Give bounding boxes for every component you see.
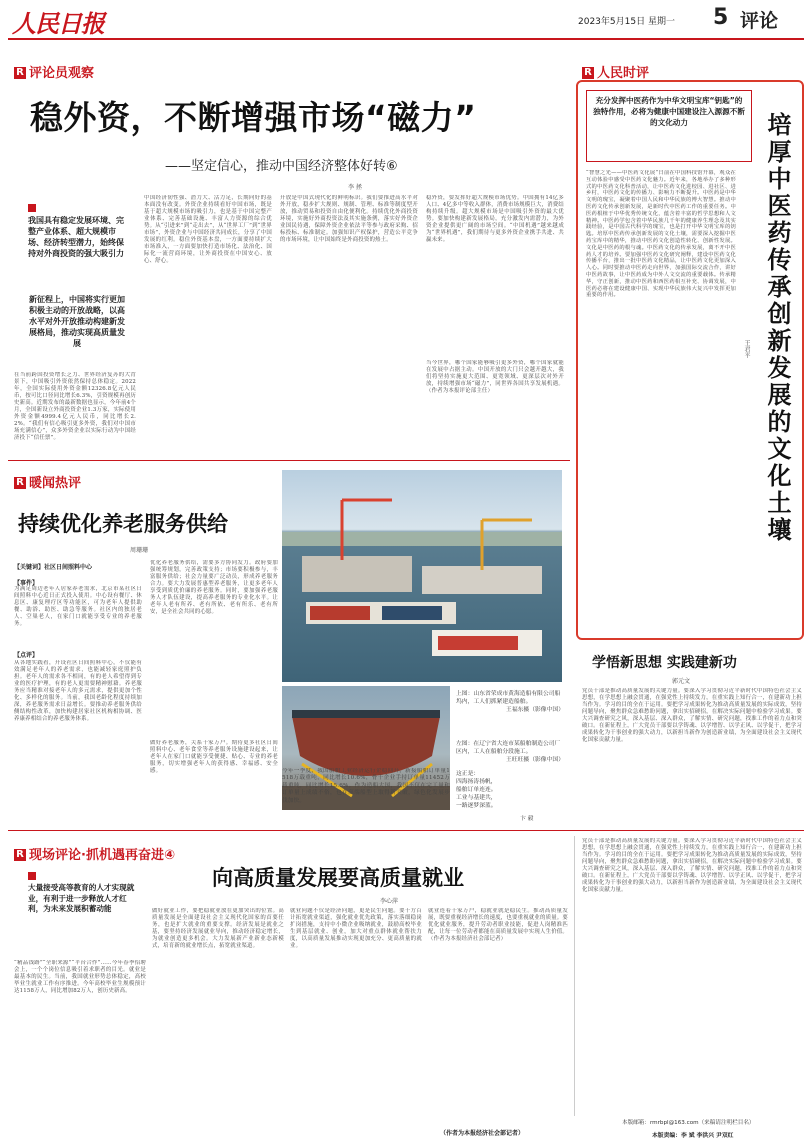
masthead-logo: 人民日报 [12, 9, 104, 38]
column-title: 人民时评 [597, 66, 650, 81]
column-tag-icon: R [14, 67, 26, 79]
employment-byline: 李心萍 [380, 898, 399, 905]
comment-tag: 【点评】 [14, 652, 39, 659]
employment-title: 向高质量发展要高质量就业 [212, 866, 464, 890]
right-bottom-body: 党员干部是推动高质量发展的关键力量。要深入学习贯彻习近平新时代中国特色社会主义思想，在学思想上融会贯通，在强党性上持续发力，在重实践上知行合一，在建新功上担当作为。学习的目的全在于运用。要把学习成果转化为推动高质量发展的实际成效，坚持问题导向，聚焦群众急难愁盼问题，拿出实招硬招，在解决实际问题中检验学习成果。要大兴调查研究之风，深入基层、深入群众，了解实情、研究问题，找准工作的着力点和突破口。在新征程上，广大党员干部要以学铸魂、以学增智、以学正风、以学促干，把学习成果转化为干事创业的强大动力，以新担当新作为创造新业绩，为全面建设社会主义现代化国家贡献力量。 [582, 838, 802, 893]
section-rule [8, 460, 570, 461]
column-title: 评论员观察 [29, 66, 95, 81]
photo-caption-main: 今年一季度，我国船舶工业经济运行企稳回升，新接船舶订单量1518万载重吨，同比增长10.6%，骨干企业手持订单量11452万载重吨，同比增长15.6%。作为造船大国，我国不仅在完工量和订单量上成绩不俗，也在高端船型上取得新突破，绿色化发展步伐加快。 [282, 768, 450, 804]
section-rule [8, 830, 804, 831]
footer-editors: 本版责编：李 斌 李洪兴 尹双红 [652, 1133, 734, 1139]
pull-quote-1: 我国具有稳定发展环境、完整产业体系、超大规模市场、经济转型潜力，始终保持对外商投资的强大吸引力 [28, 204, 126, 259]
column-title: 现场评论·抓机遇再奋进④ [29, 848, 175, 863]
section-name: 评论 [740, 10, 779, 32]
lead-box: 充分发挥中医药作为中华文明宝库“钥匙”的独特作用，必将为健康中国建设注入源源不断的文化动力 [586, 90, 752, 162]
quote-mark-icon [28, 204, 36, 212]
footer-email: 本版邮箱：rmrbpl@163.com（来稿请注明栏目名） [622, 1120, 755, 1126]
pull-quote-2: 新征程上，中国将实行更加积极主动的开放战略，以高水平对外开放推动构建新发展格局，推动实现高质量发展 [29, 295, 125, 348]
masthead-rule [8, 38, 804, 40]
event-tag: 【事件】 [14, 580, 39, 587]
column-divider [574, 836, 575, 1116]
elderly-title: 持续优化养老服务供给 [18, 512, 228, 536]
column-title: 暖闻热评 [29, 476, 82, 491]
top-body-col3: 开放是中国式现代化的鲜明标识。我们要推进高水平对外开放，稳步扩大规则、规制、管理、标准等制度型开放，推动贸易和投资自由化便利化。持续优化外商投资环境，实施好外商投资法及其实施条例，落实好外资企业国民待遇，保障外资企业依法平等参与政府采购、招标投标、标准制定。加强知识产权保护，营造公平竞争的市场环境，让中国始终是外商投资的热土。 [280, 195, 418, 243]
column-heading-observation [14, 62, 94, 81]
top-body-col1: 在当前跨国投资增长乏力、世界经济复苏的大背景下，中国吸引外资依然保持总体稳定。2022年，全国实际使用外资金额12326.8亿元人民币，按可比口径同比增长6.3%，引资规模再创历史新高。近期发布的最新数据也显示，今年前4个月，全国新设立外商投资企业1.3万家，实际使用外资金额4999.4亿元人民币，同比增长2.2%。“我们有信心吸引更多外资，我们对中国市场充满信心”，众多外资企业以实际行动为中国经济投下“信任票”。 [14, 372, 136, 441]
column-tag-icon: R [14, 849, 26, 861]
elderly-byline: 周珊珊 [130, 547, 149, 554]
article-subtitle: ——坚定信心，推动中国经济整体好转⑥ [165, 159, 398, 174]
right-body: “智慧之光——中医药文化展”日前在中国科技馆开幕，观众在互动体验中感受中医药文化魅力。近年来，各地举办了多种形式的中医药文化科普活动，让中医药文化进校园、进社区、进乡村，中医药文化的传播力、影响力不断提升。中医药是中华文明的瑰宝，凝聚着中国人民和中华民族的博大智慧。推动中医药文化传承创新发展，是新时代中医药工作的重要任务。中医药根植于中华优秀传统文化，蕴含着丰富的哲学思想和人文精神。中医药学包含着中华民族几千年的健康养生理念及其实践经验，是中国古代科学的瑰宝，也是打开中华文明宝库的钥匙。培厚中医药传承创新发展的文化土壤，需要深入挖掘中医药宝库中的精华，推动中医药文化创造性转化、创新性发展。文化是中医药的根与魂。中医药文化的传承发展，离不开中医药人才的培养。要加强中医药文化研究阐释，建设中医药文化传播平台，推出一批中医药文化精品，让中医药文化更加深入人心。同时要推动中医药走向世界，加强国际交流合作，讲好中医药故事，让中医药成为中外人文交流的重要载体。传承精华，守正创新，推动中医药和西医药相互补充、协调发展，中医药必将在建设健康中国、实现中华民族伟大复兴中发挥更加重要的作用。 [586, 170, 736, 299]
vertical-title: 培厚中医药传承创新发展的文化土壤 [763, 112, 791, 544]
article-byline: 李 拯 [348, 184, 362, 191]
employment-body-1: “精品钱路”“全职来源”“平台合作”……今年春季招聘会上，一个个岗位信息吸引着求职者的目光。就业是最基本的民生。当前，我国就业形势总体稳定，高校毕业生就业工作有序推进。今年高校毕业生规模预计达1158万人，同比增加82万人，创历史新高。 [14, 960, 146, 994]
employment-body-2: 做好就业工作，要把稳就业放在更加突出的位置。高质量发展是全面建设社会主义现代化国家的首要任务，也是扩大就业的重要支撑。经济发展是就业之基，要坚持经济发展就业导向，推动经济稳定增长，为就业创造更多机会。大力发展新产业新业态新模式，培育新的就业增长点，拓宽就业渠道。 [152, 908, 284, 949]
poem: 这正是： 四海扬涛扬帆， 船舶订单连连。 工业与基建共， 一路逐梦深蓝。 [456, 771, 497, 809]
shipyard-illustration [282, 470, 562, 682]
elderly-body-1: 为满足周边老年人居家养老需求，北京市某社区日间照料中心近日正式投入使用。中心设有餐厅、休息区、康复理疗区等功能区，可为老年人提供助餐、助浴、助医、助急等服务。社区内的独居老人、空巢老人，在家门口就能享受专业的养老服务。 [14, 586, 142, 627]
employment-body-3: 就业问题不仅是经济问题，更是民生问题。要千方百计拓宽就业渠道，强化就业优先政策，落实落细稳岗扩岗措施，支持中小微企业吸纳就业，鼓励高校毕业生到基层就业、创业，加大对重点群体就业帮扶力度，以高质量发展推动实现更加充分、更高质量的就业。 [290, 908, 422, 949]
top-body-col2: 中国经济韧性强、潜力大、活力足，长期向好的基本面没有改变。外资企业持续看好中国市场，既是基于超大规模市场的吸引力，也是基于中国完整产业体系、完善基础设施、丰富人力资源的综合优势。从“引进来”到“走出去”，从“世界工厂”到“世界市场”，外资企业与中国经济共同成长，分享了中国发展的红利。稳住外资基本盘，一方面要持续扩大市场准入，一方面要加快打造市场化、法治化、国际化一流营商环境，让外商投资在中国安心、放心、舒心。 [144, 195, 272, 264]
elderly-body-2: 从各地实践看，开设社区日间照料中心，不仅能有效满足老年人的养老需求，也能减轻家庭照护负担。老年人的需求各不相同，有的老人希望得到专业的医疗护理，有的老人更需要精神慰藉。养老服务应当精准对接老年人的多元需求，提供更加个性化、多样化的服务。当前，我国老龄化程度持续加深，养老服务需求日益增长。要推动养老服务供给侧结构性改革，加快构建居家社区机构相协调、医养康养相结合的养老服务体系。 [14, 660, 142, 722]
photo-caption-2: 左图：在辽宁省大连市某船舶制造公司厂区内，工人在船舶分段施工。 王旺旺摄（影像中国） [456, 741, 564, 763]
elderly-body-3: 优化养老服务供给，需要多方协同发力。政府要加强统筹规划，完善政策支持；市场要积极参与，丰富服务供给；社会力量要广泛动员，形成养老服务合力。要大力发展普惠型养老服务，让更多老年人享受到质优价廉的养老服务。同时，要加强养老服务人才队伍建设，提高养老服务的专业化水平。让老年人老有所养、老有所依、老有所乐、老有所安，是全社会共同的心愿。 [150, 560, 278, 615]
employment-body-4: 就业连着千家万户，稳就业就是稳民生。推动高质量发展，既要重视经济增长的速度，也要重视就业的质量。要优化就业服务，提升劳动者职业技能，促进人岗精准匹配，让每一位劳动者都能在高质量发展中实现人生价值。（作者为本报经济社会部记者） [428, 908, 568, 942]
vertical-author: 王君平 [743, 340, 750, 358]
column-tag-icon: R [582, 67, 594, 79]
keyword-tag: 【关键词】社区日间照料中心 [14, 564, 93, 571]
top-body-col4: 稳外资，要发挥好超大规模市场优势。中国拥有14亿多人口、4亿多中等收入群体，消费市场规模巨大，消费结构持续升级。超大规模市场是中国吸引外资的最大优势。要加快构建新发展格局，充分激发内需潜力，为外资企业提供更广阔的市场空间。“中国机遇”越来越成为“世界机遇”，我们期待与更多外资企业携手共进、共赢未来。 [426, 195, 564, 243]
study-body: 党员干部是推动高质量发展的关键力量。要深入学习贯彻习近平新时代中国特色社会主义思想，在学思想上融会贯通，在强党性上持续发力，在重实践上知行合一，在建新功上担当作为。学习的目的全在于运用。要把学习成果转化为推动高质量发展的实际成效，坚持问题导向，聚焦群众急难愁盼问题，拿出实招硬招，在解决实际问题中检验学习成果。要大兴调查研究之风，深入基层、深入群众，了解实情、研究问题，找准工作的着力点和突破口。在新征程上，广大党员干部要以学铸魂、以学增智、以学正风、以学促干，把学习成果转化为干事创业的强大动力，以新担当新作为创造新业绩，为全面建设社会主义现代化国家贡献力量。 [582, 688, 802, 743]
column-heading-onsite [14, 844, 175, 863]
masthead [0, 0, 812, 40]
study-byline: 郭元文 [672, 678, 691, 685]
poem-author: 卞 毅 [520, 816, 534, 822]
article-title: 稳外资，不断增强市场“磁力” [30, 98, 477, 137]
shipyard-aerial-photo [282, 470, 562, 682]
employment-author-note: （作者为本报经济社会部记者） [440, 1130, 525, 1137]
column-heading-commentary [582, 62, 649, 81]
column-heading-warm [14, 472, 81, 491]
employment-pull-quote: 大量接受高等教育的人才实现就业，有利于进一步释放人才红利，为未来发展积蓄动能 [28, 872, 136, 915]
page-number: 5 [713, 5, 729, 30]
elderly-body-4: 做好养老服务，关系千家万户。期待更多社区日间照料中心、老年食堂等养老服务设施建设起来，让老年人在家门口就能享受便捷、贴心、专业的养老服务，切实增强老年人的获得感、幸福感、安全感。 [150, 740, 278, 774]
photo-caption-1: 上图：山东省荣成市黄海造船有限公司船坞内，工人们抓紧建造船舶。 王福东摄（影像中国） [456, 691, 564, 713]
top-body-col5: 当今世界，哪个国家能够吸引更多外资，哪个国家就能在发展中占据主动。中国开放的大门只会越开越大，我们将坚持实施更大范围、更宽领域、更深层次对外开放，持续增强市场“磁力”，同世界各国共享发展机遇。（作者为本报评论部主任） [426, 360, 564, 394]
column-tag-icon: R [14, 477, 26, 489]
study-title: 学悟新思想 实践建新功 [592, 655, 737, 671]
masthead-date: 2023年5月15日 星期一 [578, 17, 675, 27]
quote-mark-icon [28, 872, 36, 880]
